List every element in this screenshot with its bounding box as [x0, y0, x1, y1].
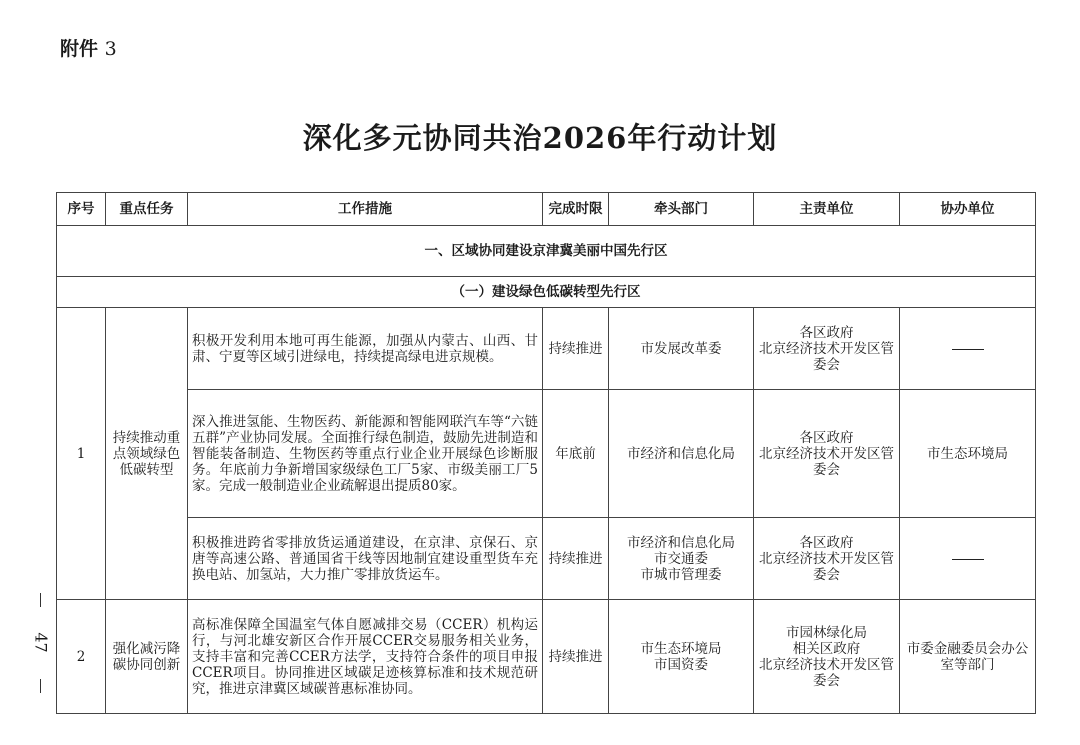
row-assist: 市委金融委员会办公室等部门 — [900, 600, 1036, 714]
row-task: 强化减污降碳协同创新 — [106, 600, 188, 714]
row-lead: 市经济和信息化局 — [609, 390, 754, 518]
header-assist: 协办单位 — [900, 193, 1036, 226]
none-dash — [952, 559, 984, 560]
header-measures: 工作措施 — [188, 193, 543, 226]
table-row — [57, 390, 1036, 518]
page-number-text: 47 — [31, 632, 51, 653]
row-assist — [900, 518, 1036, 600]
row-seq: 1 — [57, 308, 106, 600]
page-title: 深化多元协同共治2026年行动计划 — [302, 121, 778, 155]
row-responsible: 市园林绿化局 相关区政府 北京经济技术开发区管委会 — [754, 600, 900, 714]
header-lead: 牵头部门 — [609, 193, 754, 226]
row-lead: 市经济和信息化局 市交通委 市城市管理委 — [609, 518, 754, 600]
row-deadline: 持续推进 — [543, 518, 609, 600]
header-responsible: 主责单位 — [754, 193, 900, 226]
header-task: 重点任务 — [106, 193, 188, 226]
row-task: 持续推动重点领域绿色低碳转型 — [106, 308, 188, 600]
row-responsible: 各区政府 北京经济技术开发区管委会 — [754, 308, 900, 390]
action-plan-table — [56, 192, 1036, 714]
row-responsible: 各区政府 北京经济技术开发区管委会 — [754, 518, 900, 600]
table-row — [57, 518, 1036, 600]
row-assist: 市生态环境局 — [900, 390, 1036, 518]
page-number — [30, 593, 52, 693]
row-measure: 高标准保障全国温室气体自愿减排交易（CCER）机构运行，与河北雄安新区合作开展CCER交易服务相关业务，支持丰富和完善CCER方法学，支持符合条件的项目申报CCER项目。协同推进区域碳足迹核算标准和技术规范研究，推进京津冀区域碳普惠标准协同。 — [188, 600, 543, 714]
page-number-dash — [40, 679, 41, 693]
row-seq: 2 — [57, 600, 106, 714]
none-dash — [952, 349, 984, 350]
header-seq: 序号 — [57, 193, 106, 226]
row-assist — [900, 308, 1036, 390]
subsection-row — [57, 277, 1036, 308]
row-lead: 市生态环境局 市国资委 — [609, 600, 754, 714]
table-row — [57, 600, 1036, 714]
row-deadline: 持续推进 — [543, 600, 609, 714]
attachment-number: 3 — [104, 38, 117, 60]
section-title: 一、区域协同建设京津冀美丽中国先行区 — [57, 226, 1036, 277]
table-header-row — [57, 193, 1036, 226]
row-measure: 积极开发利用本地可再生能源，加强从内蒙古、山西、甘肃、宁夏等区域引进绿电，持续提高绿电进京规模。 — [188, 308, 543, 390]
table-row — [57, 308, 1036, 390]
row-responsible: 各区政府 北京经济技术开发区管委会 — [754, 390, 900, 518]
row-deadline: 持续推进 — [543, 308, 609, 390]
row-lead: 市发展改革委 — [609, 308, 754, 390]
section-row — [57, 226, 1036, 277]
row-measure: 深入推进氢能、生物医药、新能源和智能网联汽车等“六链五群”产业协同发展。全面推行绿色制造，鼓励先进制造和智能装备制造、生物医药等重点行业企业开展绿色诊断服务。年底前力争新增国家级绿色工厂5家、市级美丽工厂5家。完成一般制造业企业疏解退出提质80家。 — [188, 390, 543, 518]
page-number-dash — [40, 593, 41, 607]
attachment-label: 附件 3 — [60, 38, 117, 60]
header-deadline: 完成时限 — [543, 193, 609, 226]
row-deadline: 年底前 — [543, 390, 609, 518]
subsection-title: （一）建设绿色低碳转型先行区 — [57, 277, 1036, 308]
row-measure: 积极推进跨省零排放货运通道建设，在京津、京保石、京唐等高速公路、普通国省干线等因地制宜建设重型货车充换电站、加氢站，大力推广零排放货运车。 — [188, 518, 543, 600]
